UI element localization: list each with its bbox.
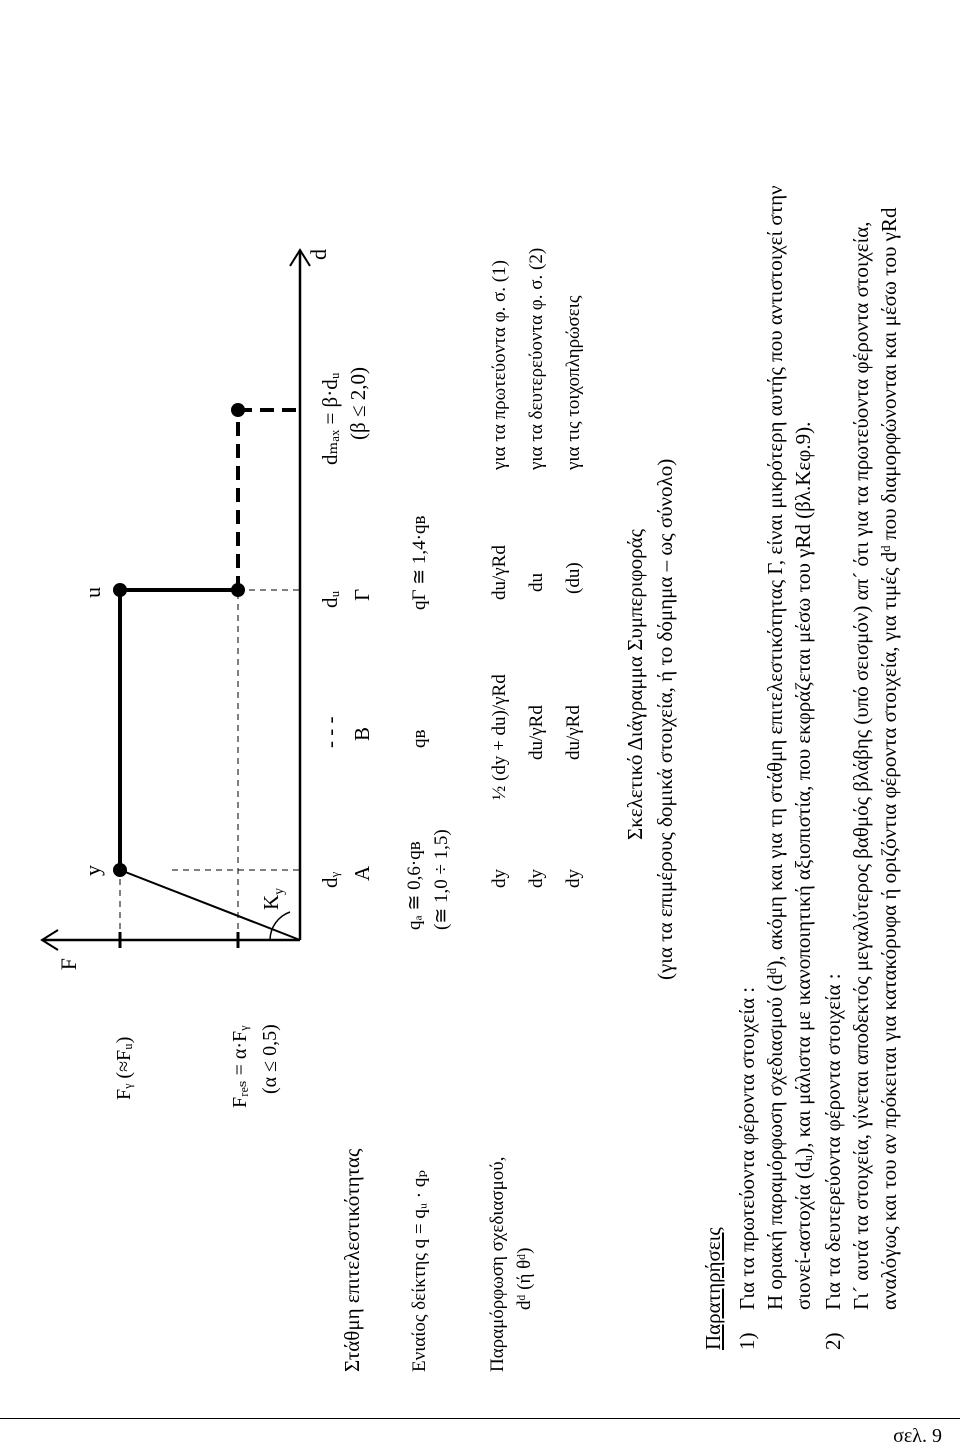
note1-line3: σιονεί-αστοχία (dᵤ), και μάλιστα με ικανοποιητική αξιοπιστία, που εκφράζεται μέσω του γRd (βλ.Κεφ.9). <box>791 421 815 1310</box>
qb-value: qв <box>409 729 430 748</box>
qc-value: qГ ≅ 1,4·qв <box>409 515 430 610</box>
residual-point <box>231 583 245 597</box>
qa-range: (≅ 1,0 ÷ 1,5) <box>431 829 452 930</box>
fres-label: Fᵣₑₛ = α·Fᵧ <box>229 1025 251 1108</box>
row-primary-c: du/γRd <box>489 545 510 600</box>
row-primary-d: για τα πρωτεύοντα φ. σ. (1) <box>489 260 510 470</box>
row-primary-b: ½ (dy + du)/γRd <box>489 674 510 800</box>
u-point-label: u <box>80 587 105 598</box>
note1-number: 1) <box>735 1332 759 1350</box>
beta-note: (β ≤ 2,0) <box>346 367 370 440</box>
caption-subtitle: (για τα επιμέρους δομικά στοιχεία, ή το δόμημα – ως σύνολο) <box>653 458 677 980</box>
notes-title: Παρατηρήσεις <box>701 1227 725 1350</box>
level-c: Γ <box>350 588 374 601</box>
dmax-label: dₘₐₓ = β·dᵤ <box>318 372 342 465</box>
row-secondary-d: για τα δευτερεύοντα φ. σ. (2) <box>526 247 547 470</box>
row-infill-dy: dy <box>563 869 584 888</box>
note2-number: 2) <box>821 1332 845 1350</box>
level-a: A <box>350 865 374 881</box>
row-secondary-c: du <box>526 573 547 592</box>
footer-rule <box>0 1418 960 1419</box>
displacement-axis-label: d <box>306 249 331 260</box>
note2-line3: αναλόγως και του αν πρόκειται για κατακόρυφα ή οριζόντια φέροντα στοιχεία, για τιμές dᵈ που διαμορφώνονται και μέσω του γRd <box>877 207 901 1310</box>
row-infill-b: du/γRd <box>563 705 584 760</box>
yield-point <box>113 863 127 877</box>
level-b-dash: - - - <box>318 716 342 748</box>
stiffness-label: $K_y$ <box>259 887 287 910</box>
level-c-du: dᵤ <box>318 590 342 608</box>
page-number: σελ. 9 <box>893 1425 942 1447</box>
note2-line1: Για τα δευτερεύοντα φέροντα στοιχεία : <box>821 973 845 1310</box>
row-secondary-b: du/γRd <box>526 705 547 760</box>
row-primary-dy: dy <box>489 869 510 888</box>
y-point-label: y <box>80 865 105 876</box>
row-infill-c: (du) <box>563 562 584 594</box>
qa-value: qₐ ≅ 0,6·qв <box>404 841 425 930</box>
note1-line2: Η οριακή παραμόρφωση σχεδιασμού (dᵈ), ακόμη και για τη στάθμη επιτελεστικότητας Γ, είναι μικρότερη αυτής που αντιστοιχεί στην <box>763 185 787 1310</box>
force-axis-label: F <box>56 958 81 971</box>
level-b: B <box>350 726 374 741</box>
row-infill-d: για τις τοιχοπληρώσεις <box>563 295 584 470</box>
row3-label2: dᵈ (ή θᵈ) <box>514 1247 535 1310</box>
max-point <box>231 403 245 417</box>
note1-line1: Για τα πρωτεύοντα φέροντα στοιχεία : <box>735 986 759 1310</box>
row-secondary-dy: dy <box>526 869 547 888</box>
ultimate-point <box>113 583 127 597</box>
alpha-label: (α ≤ 0,5) <box>259 1024 281 1094</box>
fy-label: Fᵧ (≈Fᵤ) <box>113 1036 135 1100</box>
caption-title: Σκελετικό Διάγραμμα Συμπεριφοράς <box>623 529 647 840</box>
row2-label: Ενιαίος δείκτης q = qᵤ · qₚ <box>409 1170 430 1372</box>
row1-label: Στάθμη επιτελεστικότητας <box>340 1148 364 1372</box>
row3-label: Παραμόρφωση σχεδιασμού, <box>487 1156 508 1372</box>
level-a-dy: dᵧ <box>318 871 342 888</box>
note2-line2: Γι´ αυτά τα στοιχεία, γίνεται αποδεκτός μεγαλύτερος βαθμός βλάβης (υπό σεισμόν) απ´ ότι για τα πρωτεύοντα φέροντα στοιχεία, <box>849 221 873 1310</box>
